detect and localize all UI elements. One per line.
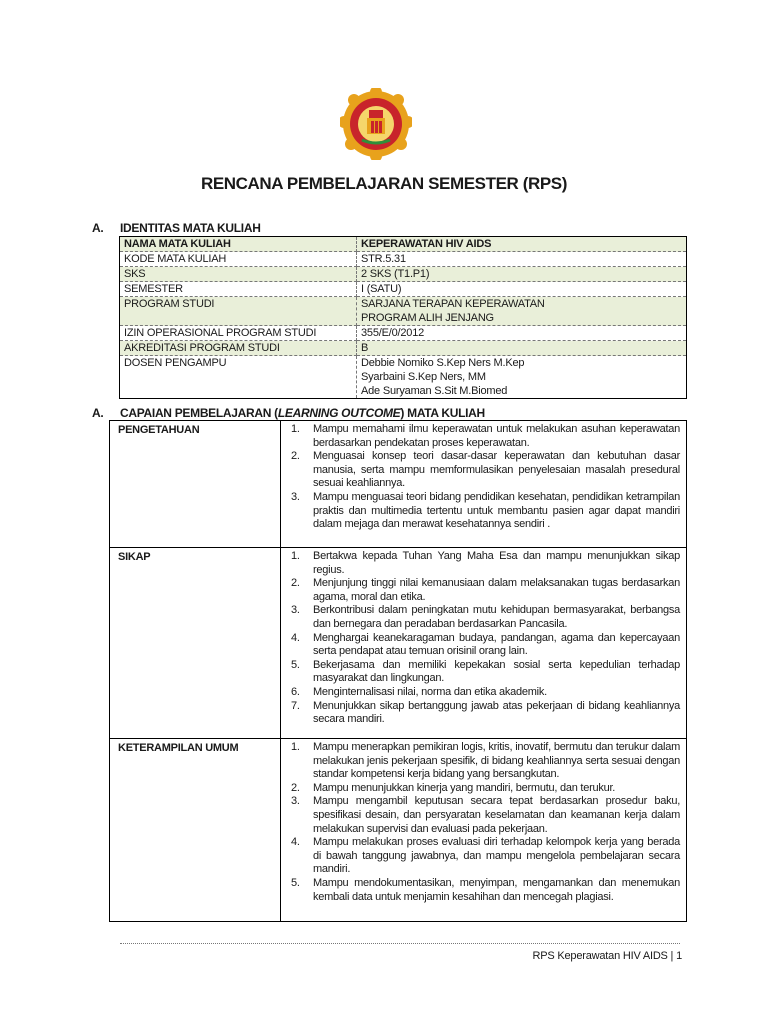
item-text: Menginternalisasi nilai, norma dan etika akademik. xyxy=(313,685,547,698)
item-number: 7. xyxy=(291,699,300,712)
page-footer: RPS Keperawatan HIV AIDS | 1 xyxy=(532,950,682,962)
section-title-post: ) MATA KULIAH xyxy=(400,406,485,420)
table-row xyxy=(120,252,687,267)
item-text: Mampu menunjukkan kinerja yang mandiri, bermutu, dan terukur. xyxy=(313,781,616,794)
section-letter: A. xyxy=(92,221,104,235)
outcome-row xyxy=(110,421,687,548)
item-text: Menunjukkan sikap bertanggung jawab atas pekerjaan di bidang keahliannya secara mandiri. xyxy=(313,699,680,726)
item-text: Mampu mengambil keputusan secara tepat berdasarkan prosedur baku, spesifikasi desain, dan persyaratan keselamatan dan keamanan kerja dalam melakukan supervisi dan evaluasi pada pekerjaan. xyxy=(313,795,680,835)
item-number: 1. xyxy=(291,423,300,435)
outcome-items xyxy=(281,739,687,922)
table-row xyxy=(120,237,687,252)
document-title: RENCANA PEMBELAJARAN SEMESTER (RPS) xyxy=(200,174,567,193)
section-outcome-heading xyxy=(92,406,485,420)
row-label: AKREDITASI PROGRAM STUDI xyxy=(120,341,357,356)
row-label: SEMESTER xyxy=(120,282,357,297)
item-text: Berkontribusi dalam peningkatan mutu kehidupan bermasyarakat, berbangsa dan bernegara dan peradaban berdasarkan Pancasila. xyxy=(313,604,680,630)
item-text: Mampu menerapkan pemikiran logis, kritis, inovatif, bermutu dan terukur dalam melakukan jenis pekerjaan spesifik, di bidang keahliannya serta sesuai dengan standar kompetensi kerja bidang yang bersangkutan. xyxy=(313,741,680,781)
row-label: SKS xyxy=(120,267,357,282)
row-value: 355/E/0/2012 xyxy=(357,326,687,341)
row-value: KEPERAWATAN HIV AIDS xyxy=(357,237,687,252)
institution-logo xyxy=(340,88,412,160)
item-number: 1. xyxy=(291,741,300,753)
list-item xyxy=(291,577,680,604)
row-value: STR.5.31 xyxy=(357,252,687,267)
outcome-items xyxy=(281,421,687,548)
row-value-line: Debbie Nomiko S.Kep Ners M.Kep xyxy=(361,357,525,369)
outcome-category: KETERAMPILAN UMUM xyxy=(110,739,281,922)
item-number: 5. xyxy=(291,876,300,889)
row-value-line: Syarbaini S.Kep Ners, MM xyxy=(361,371,486,383)
list-item xyxy=(291,659,680,686)
row-value: I (SATU) xyxy=(357,282,687,297)
row-value-line: SARJANA TERAPAN KEPERAWATAN xyxy=(361,298,545,310)
list-item xyxy=(291,604,680,631)
item-text: Mampu mendokumentasikan, menyimpan, mengamankan dan menemukan kembali data untuk menjamin kesahihan dan mencegah plagiasi. xyxy=(313,876,680,903)
outcome-list xyxy=(291,423,680,532)
list-item xyxy=(291,795,680,836)
outcome-table xyxy=(109,420,687,922)
row-value: B xyxy=(357,341,687,356)
table-row xyxy=(120,267,687,282)
outcome-list xyxy=(291,550,680,727)
row-value xyxy=(357,297,687,326)
table-row xyxy=(120,326,687,341)
outcome-list xyxy=(291,741,680,904)
list-item xyxy=(291,686,680,700)
list-item xyxy=(291,741,680,782)
list-item xyxy=(291,700,680,727)
footer-divider xyxy=(120,943,680,944)
outcome-category: PENGETAHUAN xyxy=(110,421,281,548)
row-label: PROGRAM STUDI xyxy=(120,297,357,326)
list-item xyxy=(291,782,680,796)
row-label: DOSEN PENGAMPU xyxy=(120,356,357,399)
item-number: 4. xyxy=(291,631,300,644)
item-text: Menjunjung tinggi nilai kemanusiaan dalam melaksanakan tugas berdasarkan agama, moral dan etika. xyxy=(313,577,680,603)
item-number: 2. xyxy=(291,450,300,463)
list-item xyxy=(291,450,680,491)
item-text: Bekerjasama dan memiliki kepekakan sosial serta kepedulian terhadap masyarakat dan lingkungan. xyxy=(313,658,680,685)
list-item xyxy=(291,423,680,450)
item-text: Menghargai keanekaragaman budaya, pandangan, agama dan kepercayaan serta pendapat atau temuan orisinil orang lain. xyxy=(313,631,680,658)
outcome-row xyxy=(110,548,687,739)
item-text: Mampu memahami ilmu keperawatan untuk melakukan asuhan keperawatan berdasarkan pendekatan proses keperawatan. xyxy=(313,423,680,449)
section-title-em: LEARNING OUTCOME xyxy=(277,406,401,420)
item-number: 1. xyxy=(291,550,300,562)
table-row xyxy=(120,297,687,326)
outcome-category: SIKAP xyxy=(110,548,281,739)
row-label: IZIN OPERASIONAL PROGRAM STUDI xyxy=(120,326,357,341)
item-number: 4. xyxy=(291,836,300,849)
item-number: 3. xyxy=(291,795,300,808)
item-number: 2. xyxy=(291,781,300,794)
table-row xyxy=(120,356,687,399)
item-text: Mampu melakukan proses evaluasi diri terhadap kelompok kerja yang berada di bawah tanggung jawabnya, dan mampu mengelola pembelajaran secara mandiri. xyxy=(313,836,680,876)
table-row xyxy=(120,282,687,297)
section-title: IDENTITAS MATA KULIAH xyxy=(120,221,261,235)
item-number: 3. xyxy=(291,604,300,617)
item-text: Mampu menguasai teori bidang pendidikan kesehatan, pendidikan ketrampilan praktis dan multimedia tertentu untuk membantu pasien agar dapat mandiri dalam mejaga dan merawat kesehatannya sendiri . xyxy=(313,490,680,531)
outcome-row xyxy=(110,739,687,922)
item-text: Bertakwa kepada Tuhan Yang Maha Esa dan mampu menunjukkan sikap regius. xyxy=(313,550,680,576)
section-letter: A. xyxy=(92,406,104,420)
list-item xyxy=(291,877,680,904)
row-value-line: PROGRAM ALIH JENJANG xyxy=(361,312,494,324)
section-identity-heading xyxy=(92,221,261,235)
row-value-line: Ade Suryaman S.Sit M.Biomed xyxy=(361,385,508,397)
list-item xyxy=(291,550,680,577)
list-item xyxy=(291,632,680,659)
row-label: KODE MATA KULIAH xyxy=(120,252,357,267)
item-text: Menguasai konsep teori dasar-dasar keperawatan dan kebutuhan dasar manusia, serta mampu memformulasikan penyelesaian masalah presedural sesuai keahliannya. xyxy=(313,450,680,490)
section-title-pre: CAPAIAN PEMBELAJARAN ( xyxy=(120,406,278,420)
row-value: 2 SKS (T1.P1) xyxy=(357,267,687,282)
list-item xyxy=(291,491,680,532)
item-number: 3. xyxy=(291,490,300,503)
list-item xyxy=(291,836,680,877)
row-label: NAMA MATA KULIAH xyxy=(120,237,357,252)
row-value xyxy=(357,356,687,399)
identity-table xyxy=(119,236,687,399)
item-number: 5. xyxy=(291,658,300,671)
table-row xyxy=(120,341,687,356)
item-number: 2. xyxy=(291,577,300,590)
outcome-items xyxy=(281,548,687,739)
item-number: 6. xyxy=(291,685,300,698)
